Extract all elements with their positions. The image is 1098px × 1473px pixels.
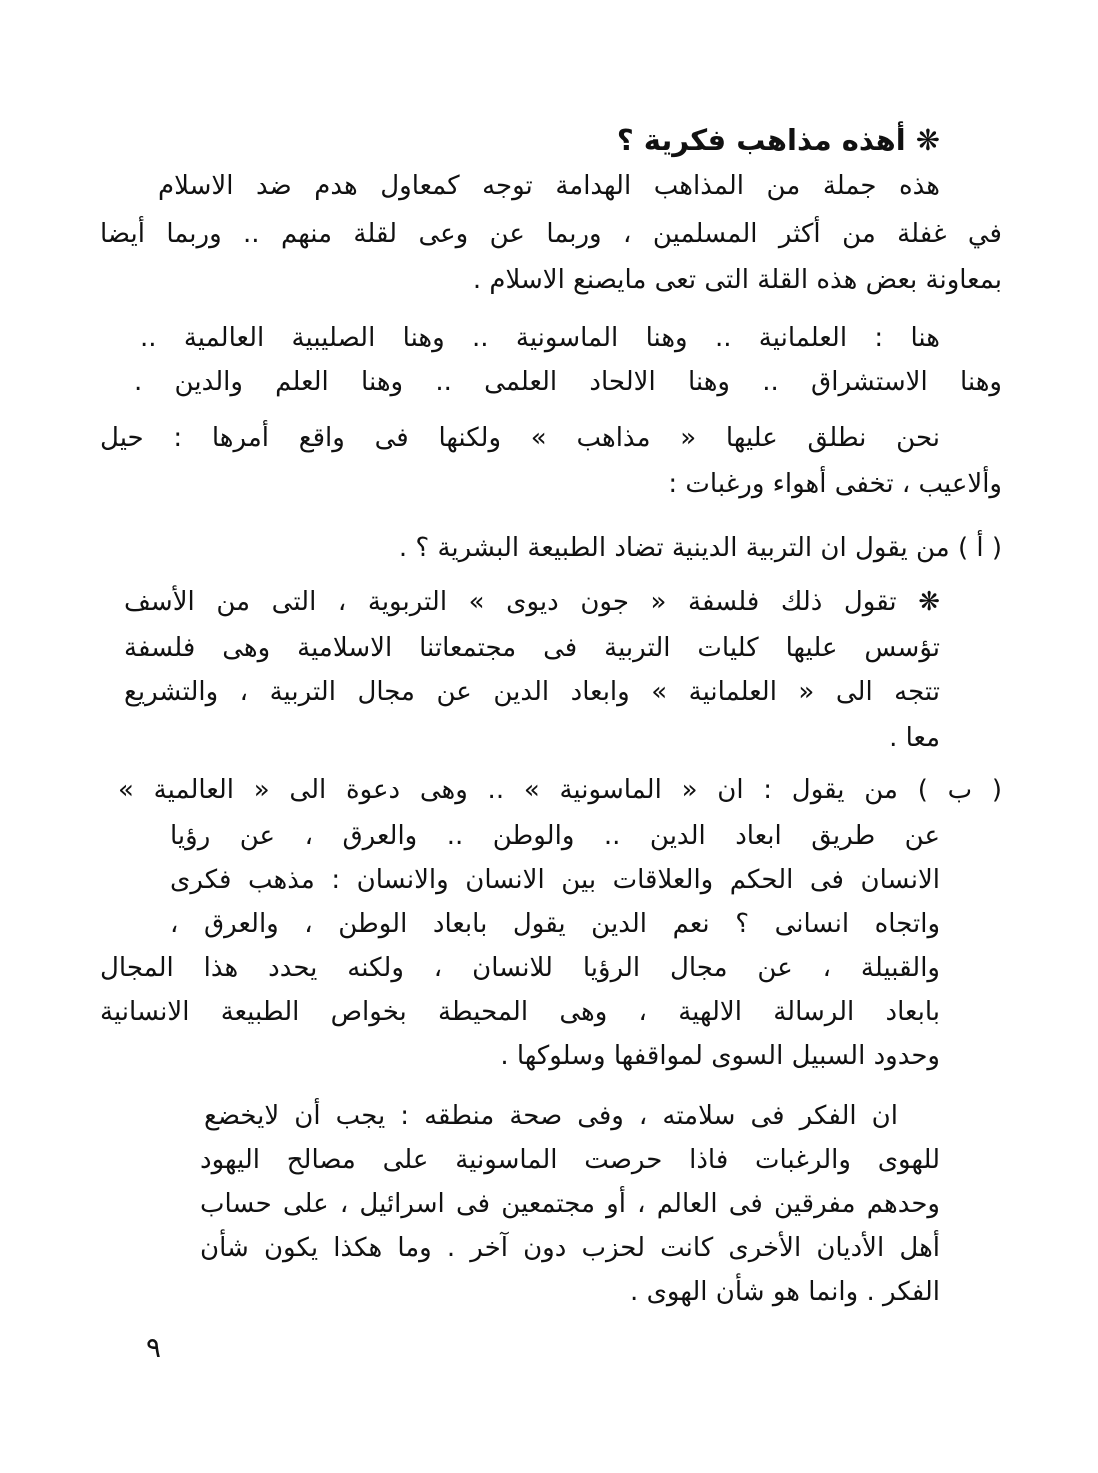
- text-line: في غفلة من أكثر المسلمين ، وربما عن وعى لقلة منهم .. وربما أيضا: [100, 219, 1002, 249]
- page-number: ٩: [146, 1331, 162, 1364]
- text-line: الفكر . وانما هو شأن الهوى .: [630, 1277, 940, 1307]
- text-line: بمعاونة بعض هذه القلة التى تعى مايصنع الاسلام .: [472, 265, 1002, 295]
- text-line: للهوى والرغبات فاذا حرصت الماسونية على مصالح اليهود: [200, 1145, 940, 1175]
- asterism-icon: ❋: [915, 123, 940, 157]
- text-line: الانسان فى الحكم والعلاقات بين الانسان والانسان : مذهب فكرى: [170, 865, 940, 895]
- text-line: وحدهم مفرقين فى العالم ، أو مجتمعين فى اسرائيل ، على حساب: [200, 1189, 940, 1219]
- text-line: هنا : العلمانية .. وهنا الماسونية .. وهنا الصليبية العالمية ..: [140, 323, 940, 353]
- text-line: وألاعيب ، تخفى أهواء ورغبات :: [668, 469, 1002, 499]
- text-line: بابعاد الرسالة الالهية ، وهى المحيطة بخواص الطبيعة الانسانية: [100, 997, 940, 1027]
- text-line: تؤسس عليها كليات التربية فى مجتمعاتنا الاسلامية وهى فلسفة: [124, 633, 940, 663]
- text-line: والقبيلة ، عن مجال الرؤيا للانسان ، ولكنه يحدد هذا المجال: [100, 953, 940, 983]
- text-line: ان الفكر فى سلامته ، وفى صحة منطقه : يجب أن لايخضع: [204, 1101, 898, 1131]
- text-line: واتجاه انسانى ؟ نعم الدين يقول بابعاد الوطن ، والعرق ،: [170, 909, 940, 939]
- text-line: عن طريق ابعاد الدين .. والوطن .. والعرق ، عن رؤيا: [170, 821, 940, 851]
- section-heading-text: أهذه مذاهب فكرية ؟: [616, 123, 906, 157]
- text-line: هذه جملة من المذاهب الهدامة توجه كمعاول هدم ضد الاسلام: [158, 171, 940, 201]
- text-line: تتجه الى « العلمانية » وابعاد الدين عن مجال التربية ، والتشريع: [124, 677, 940, 707]
- text-line: وهنا الاستشراق .. وهنا الالحاد العلمى .. وهنا العلم والدين .: [134, 367, 1002, 397]
- text-line: ( ب ) من يقول : ان « الماسونية » .. وهى دعوة الى « العالمية »: [118, 775, 1002, 805]
- section-heading: [617, 118, 940, 162]
- text-line: وحدود السبيل السوى لمواقفها وسلوكها .: [500, 1041, 940, 1071]
- text-line: معا .: [889, 723, 940, 753]
- text-line: نحن نطلق عليها « مذاهب » ولكنها فى واقع أمرها : حيل: [100, 423, 940, 453]
- text-line: ( أ ) من يقول ان التربية الدينية تضاد الطبيعة البشرية ؟ .: [398, 533, 1002, 563]
- text-line: أهل الأديان الأخرى كانت لحزب دون آخر . وما هكذا يكون شأن: [200, 1233, 940, 1263]
- text-line: ❋ تقول ذلك فلسفة « جون ديوى » التربوية ، التى من الأسف: [124, 587, 940, 617]
